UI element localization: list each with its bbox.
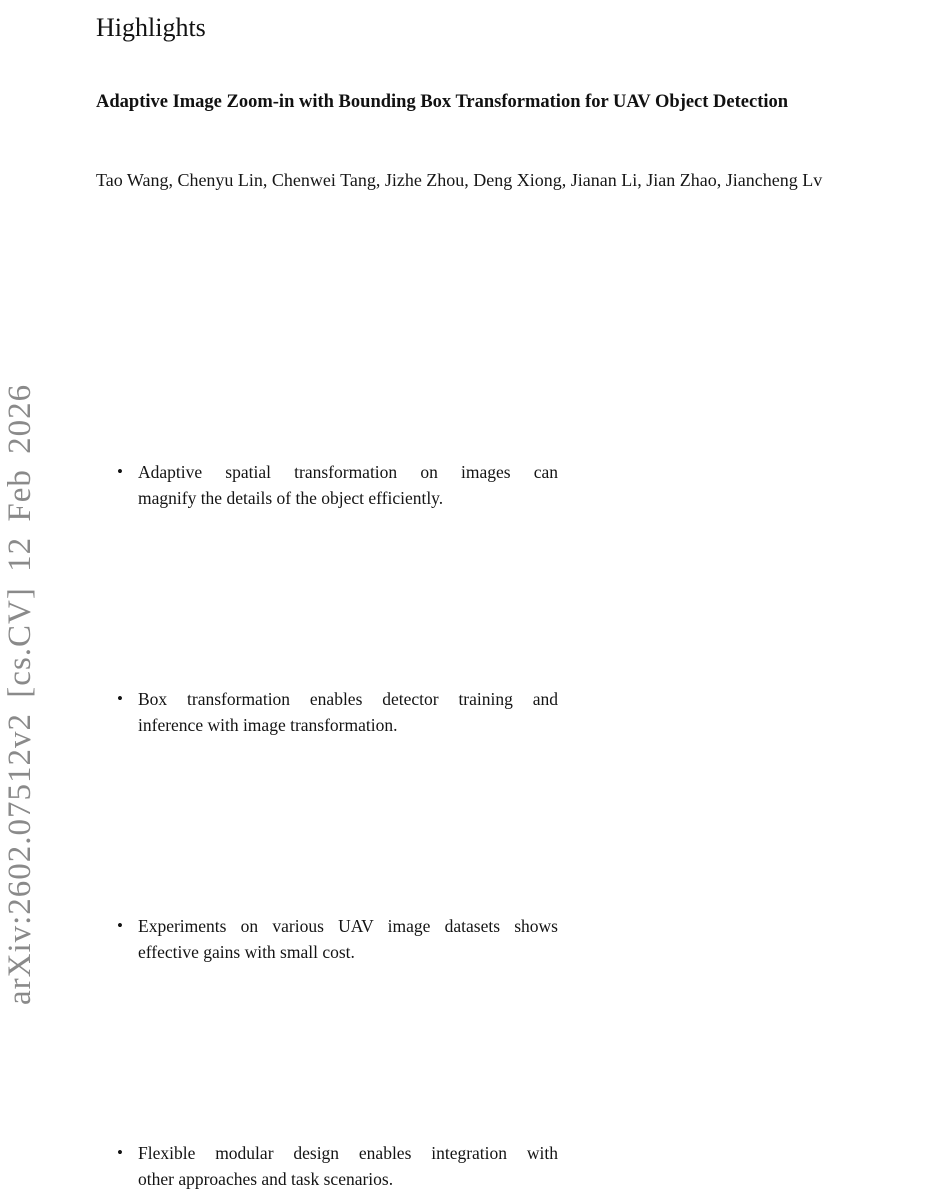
highlight-item-3 [117, 913, 558, 965]
highlight-line: Experiments on various UAV image datasets shows [138, 916, 558, 936]
section-heading: Highlights [96, 13, 206, 43]
highlight-item-text [138, 686, 558, 738]
highlight-line: other approaches and task scenarios. [138, 1169, 394, 1189]
arxiv-watermark: arXiv:2602.07512v2 [cs.CV] 12 Feb 2026 [2, 383, 38, 1005]
highlight-item-1 [117, 459, 558, 511]
highlight-item-2 [117, 686, 558, 738]
highlight-item-text [138, 913, 558, 965]
highlight-line: Flexible modular design enables integration with [138, 1143, 558, 1163]
highlight-item-4 [117, 1140, 558, 1192]
authors-line: Tao Wang, Chenyu Lin, Chenwei Tang, Jizhe Zhou, Deng Xiong, Jianan Li, Jian Zhao, Jiancheng Lv [96, 170, 823, 190]
bullet-icon: • [117, 916, 123, 935]
paper-title: Adaptive Image Zoom-in with Bounding Box Transformation for UAV Object Detection [96, 92, 789, 112]
bullet-icon: • [117, 1143, 123, 1162]
highlight-line: magnify the details of the object efficiently. [138, 488, 444, 508]
highlight-item-text [138, 1140, 558, 1192]
bullet-icon: • [117, 462, 123, 481]
highlight-line: inference with image transformation. [138, 715, 398, 735]
highlight-item-text [138, 459, 558, 511]
highlight-line: Box transformation enables detector training and [138, 689, 558, 709]
highlight-line: effective gains with small cost. [138, 942, 355, 962]
bullet-icon: • [117, 689, 123, 708]
highlight-line: Adaptive spatial transformation on images can [138, 462, 558, 482]
